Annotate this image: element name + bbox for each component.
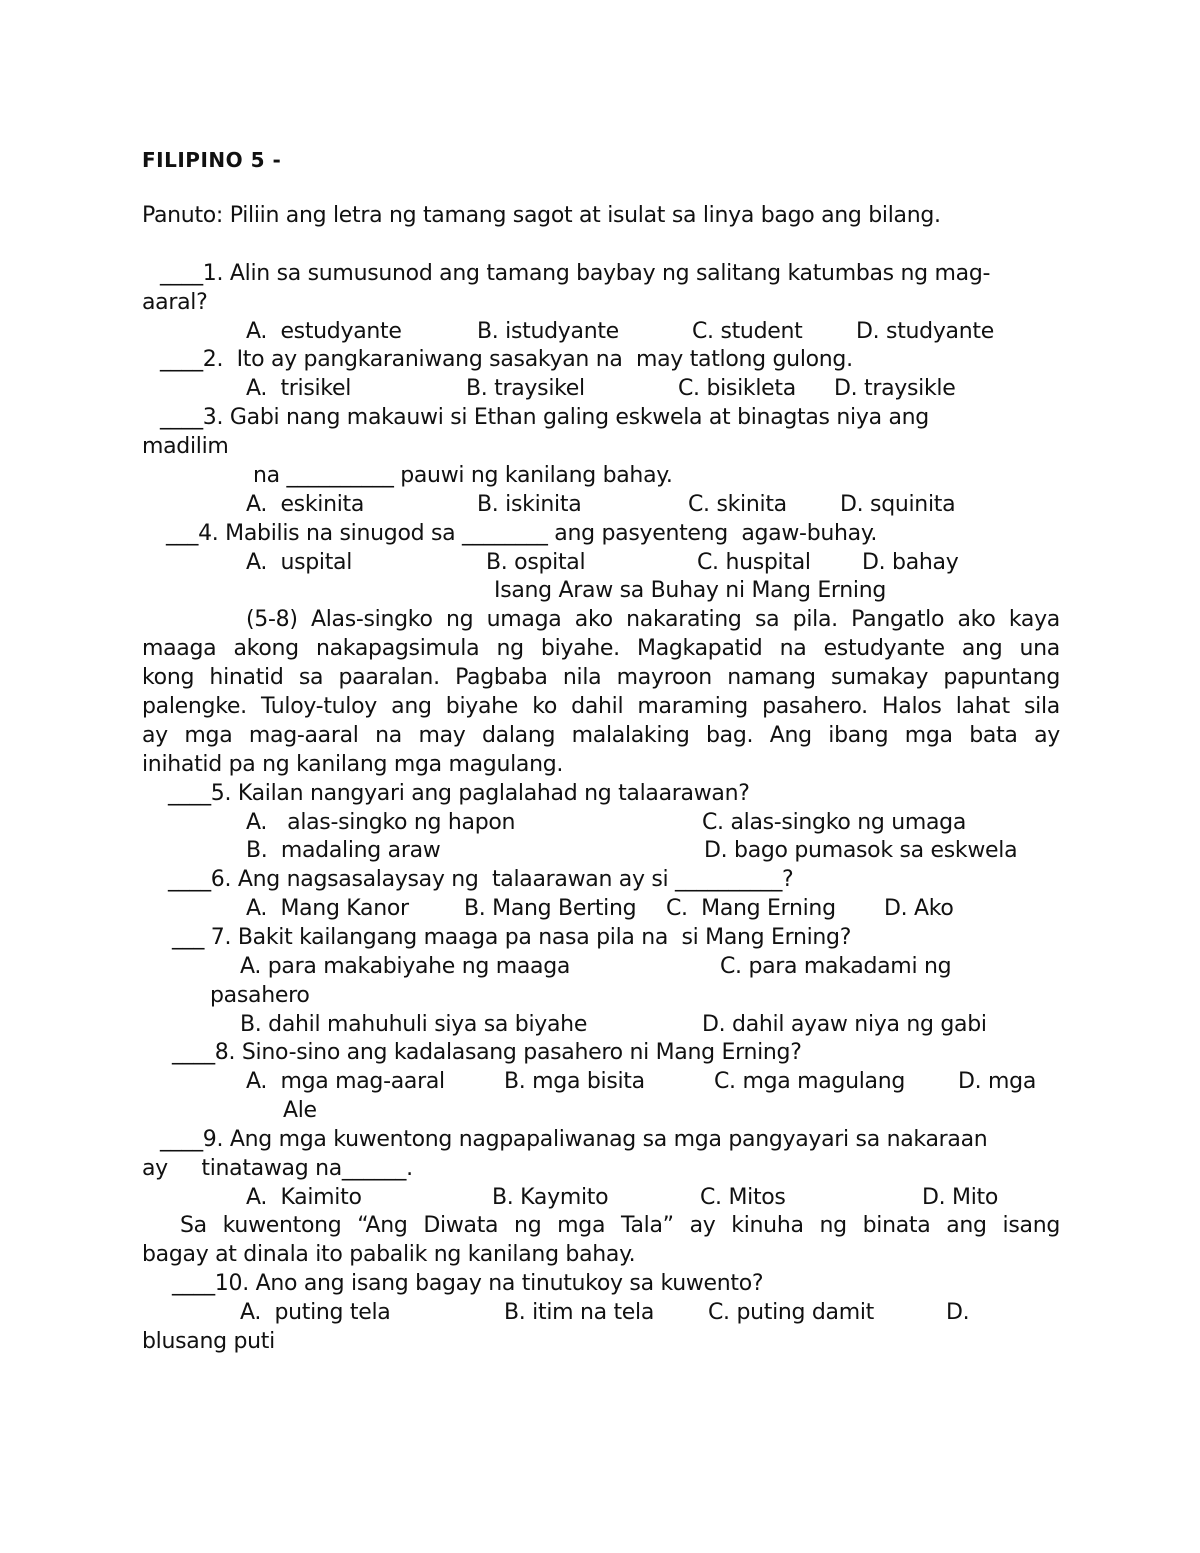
question-5-choice-d: D. bago pumasok sa eskwela — [704, 838, 1018, 863]
question-8-choice-d-cont: Ale — [283, 1098, 317, 1123]
question-3-stem-cont2: na __________ pauwi ng kanilang bahay. — [253, 463, 673, 488]
question-7-choice-c-cont: pasahero — [210, 983, 310, 1008]
passage-2-line-1: Sa kuwentong “Ang Diwata ng mga Tala” ay kinuha ng binata ang isang — [180, 1213, 1060, 1238]
question-1-choice-d: D. studyante — [856, 319, 994, 344]
question-4-stem: ___4. Mabilis na sinugod sa ________ ang pasyenteng agaw-buhay. — [166, 521, 878, 546]
question-7-choice-a: A. para makabiyahe ng maaga — [240, 954, 571, 979]
question-9-choice-a: A. Kaimito — [246, 1185, 362, 1210]
question-9-choice-c: C. Mitos — [700, 1185, 786, 1210]
question-10-stem: ____10. Ano ang isang bagay na tinutukoy sa kuwento? — [172, 1271, 764, 1296]
question-6-stem: ____6. Ang nagsasalaysay ng talaarawan ay si __________? — [168, 867, 794, 892]
question-1-choice-a: A. estudyante — [246, 319, 402, 344]
story-line-4: palengke. Tuloy-tuloy ang biyahe ko dahil maraming pasahero. Halos lahat sila — [142, 694, 1060, 719]
story-line-2: maaga akong nakapagsimula ng biyahe. Magkapatid na estudyante ang una — [142, 636, 1060, 661]
question-5-choice-a: A. alas-singko ng hapon — [246, 810, 516, 835]
question-7-choice-b: B. dahil mahuhuli siya sa biyahe — [240, 1012, 588, 1037]
question-1-stem: ____1. Alin sa sumusunod ang tamang baybay ng salitang katumbas ng mag- — [160, 261, 991, 286]
question-8-stem: ____8. Sino-sino ang kadalasang pasahero ni Mang Erning? — [172, 1040, 802, 1065]
question-7-choice-c: C. para makadami ng — [720, 954, 952, 979]
question-4-choice-d: D. bahay — [862, 550, 959, 575]
question-3-choice-b: B. iskinita — [477, 492, 582, 517]
question-6-choice-b: B. Mang Berting — [464, 896, 637, 921]
question-8-choice-d: D. mga — [958, 1069, 1037, 1094]
question-6-choice-a: A. Mang Kanor — [246, 896, 409, 921]
question-6-choice-d: D. Ako — [884, 896, 954, 921]
question-3-stem: ____3. Gabi nang makauwi si Ethan galing eskwela at binagtas niya ang — [160, 405, 929, 430]
question-5-stem: ____5. Kailan nangyari ang paglalahad ng talaarawan? — [168, 781, 750, 806]
question-9-stem: ____9. Ang mga kuwentong nagpapaliwanag sa mga pangyayari sa nakaraan — [160, 1127, 988, 1152]
question-1-choice-b: B. istudyante — [477, 319, 619, 344]
question-2-choice-d: D. traysikle — [834, 376, 956, 401]
question-9-choice-b: B. Kaymito — [492, 1185, 609, 1210]
question-10-choice-c: C. puting damit — [708, 1300, 875, 1325]
question-8-choice-a: A. mga mag-aaral — [246, 1069, 445, 1094]
story-line-1: (5-8) Alas-singko ng umaga ako nakarating sa pila. Pangatlo ako kaya — [246, 607, 1060, 632]
question-6-choice-c: C. Mang Erning — [666, 896, 836, 921]
question-2-choice-b: B. traysikel — [466, 376, 585, 401]
question-5-choice-b: B. madaling araw — [246, 838, 441, 863]
question-10-choice-a: A. puting tela — [240, 1300, 391, 1325]
question-3-choice-c: C. skinita — [688, 492, 787, 517]
question-8-choice-c: C. mga magulang — [714, 1069, 906, 1094]
story-line-5: ay mga mag-aaral na may dalang malalaking bag. Ang ibang mga bata ay — [142, 723, 1060, 748]
question-9-stem-cont: ay tinatawag na______. — [142, 1156, 413, 1181]
question-10-choice-d-cont: blusang puti — [142, 1329, 275, 1354]
question-10-choice-d: D. — [946, 1300, 970, 1325]
passage-2-line-2: bagay at dinala ito pabalik ng kanilang bahay. — [142, 1242, 636, 1267]
question-9-choice-d: D. Mito — [922, 1185, 999, 1210]
question-4-choice-b: B. ospital — [486, 550, 586, 575]
question-4-choice-a: A. uspital — [246, 550, 353, 575]
question-3-choice-a: A. eskinita — [246, 492, 365, 517]
instructions: Panuto: Piliin ang letra ng tamang sagot at isulat sa linya bago ang bilang. — [142, 203, 941, 228]
question-1-stem-cont: aaral? — [142, 290, 208, 315]
question-3-choice-d: D. squinita — [840, 492, 956, 517]
story-line-6: inihatid pa ng kanilang mga magulang. — [142, 752, 564, 777]
question-3-stem-cont: madilim — [142, 434, 229, 459]
question-2-choice-c: C. bisikleta — [678, 376, 796, 401]
question-5-choice-c: C. alas-singko ng umaga — [702, 810, 967, 835]
question-2-stem: ____2. Ito ay pangkaraniwang sasakyan na may tatlong gulong. — [160, 347, 853, 372]
story-title: Isang Araw sa Buhay ni Mang Erning — [494, 578, 887, 603]
story-line-3: kong hinatid sa paaralan. Pagbaba nila mayroon namang sumakay papuntang — [142, 665, 1060, 690]
question-4-choice-c: C. huspital — [697, 550, 811, 575]
question-1-choice-c: C. student — [692, 319, 803, 344]
question-8-choice-b: B. mga bisita — [504, 1069, 645, 1094]
worksheet-title: FILIPINO 5 - — [142, 148, 282, 172]
question-10-choice-b: B. itim na tela — [504, 1300, 655, 1325]
question-7-choice-d: D. dahil ayaw niya ng gabi — [702, 1012, 987, 1037]
question-7-stem: ___ 7. Bakit kailangang maaga pa nasa pila na si Mang Erning? — [172, 925, 852, 950]
question-2-choice-a: A. trisikel — [246, 376, 352, 401]
